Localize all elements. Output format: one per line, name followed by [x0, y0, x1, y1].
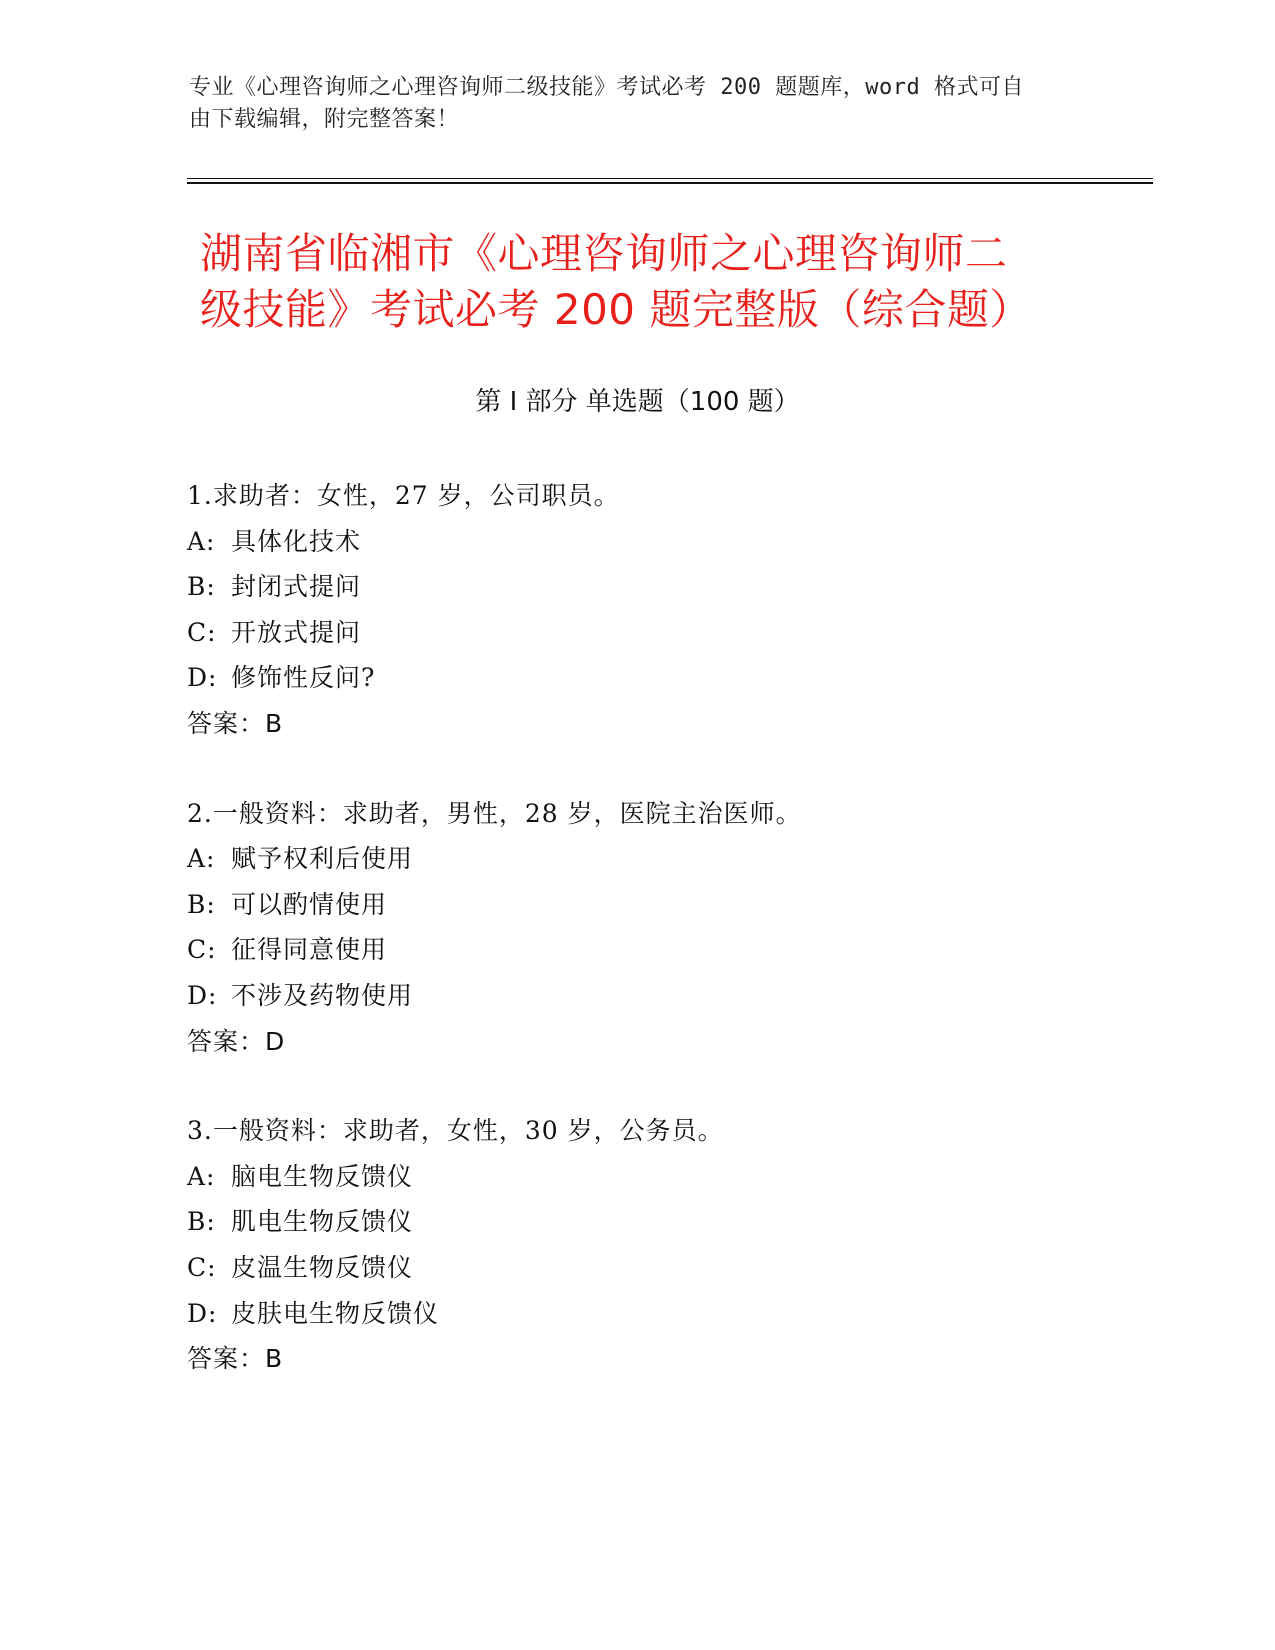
- option-key: D:: [187, 663, 218, 693]
- option-a: [187, 1154, 1147, 1200]
- option-key: B:: [187, 889, 216, 919]
- option-key: B:: [187, 572, 216, 602]
- option-d: [187, 1291, 1147, 1337]
- document-title: [200, 226, 1100, 338]
- option-d: [187, 973, 1147, 1019]
- option-a: [187, 836, 1147, 882]
- option-c: [187, 927, 1147, 973]
- option-key: B:: [187, 1207, 216, 1237]
- divider-thin-line: [187, 178, 1153, 179]
- option-d: [187, 655, 1147, 701]
- option-key: D:: [187, 980, 218, 1010]
- header-note: [189, 72, 1069, 136]
- option-text: 征得同意使用: [231, 935, 388, 965]
- option-b: [187, 1199, 1147, 1245]
- question-stem: 3.一般资料：求助者，女性，30 岁，公务员。: [187, 1116, 724, 1146]
- option-text: 可以酌情使用: [231, 889, 388, 919]
- answer-line: 答案：B: [187, 708, 284, 738]
- option-text: 具体化技术: [231, 526, 362, 556]
- section-heading: 第 I 部分 单选题（100 题）: [475, 387, 800, 417]
- option-text: 脑电生物反馈仪: [231, 1161, 414, 1191]
- title-line: 级技能》考试必考 200 题完整版（综合题）: [200, 285, 1032, 334]
- option-text: 皮温生物反馈仪: [231, 1252, 414, 1282]
- option-key: A:: [187, 526, 216, 556]
- option-text: 肌电生物反馈仪: [231, 1207, 414, 1237]
- option-c: [187, 1245, 1147, 1291]
- option-text: 皮肤电生物反馈仪: [231, 1298, 440, 1328]
- question-item: [187, 473, 1147, 747]
- header-note-line: 由下载编辑，附完整答案！: [189, 107, 460, 132]
- answer-line: 答案：B: [187, 1344, 284, 1374]
- option-text: 修饰性反问?: [231, 663, 376, 693]
- option-c: [187, 610, 1147, 656]
- option-key: C:: [187, 935, 217, 965]
- option-a: [187, 519, 1147, 565]
- option-text: 封闭式提问: [231, 572, 362, 602]
- option-b: [187, 882, 1147, 928]
- answer-line: 答案：D: [187, 1026, 286, 1056]
- question-stem: 1.求助者：女性，27 岁，公司职员。: [187, 481, 620, 510]
- title-line: 湖南省临湘市《心理咨询师之心理咨询师二: [200, 229, 1008, 278]
- option-text: 开放式提问: [231, 617, 362, 647]
- header-divider: [187, 178, 1153, 184]
- option-key: A:: [187, 1161, 216, 1191]
- option-key: C:: [187, 1252, 217, 1282]
- divider-thick-line: [187, 182, 1153, 184]
- option-text: 赋予权利后使用: [231, 844, 414, 874]
- header-note-line: 专业《心理咨询师之心理咨询师二级技能》考试必考 200 题题库，word 格式可自: [189, 75, 1024, 100]
- option-key: C:: [187, 617, 217, 647]
- option-key: A:: [187, 844, 216, 874]
- option-b: [187, 564, 1147, 610]
- question-list: [187, 473, 1147, 1426]
- question-stem: 2.一般资料：求助者，男性，28 岁，医院主治医师。: [187, 798, 802, 828]
- question-item: [187, 1108, 1147, 1382]
- question-item: [187, 791, 1147, 1065]
- option-key: D:: [187, 1298, 218, 1328]
- option-text: 不涉及药物使用: [231, 980, 414, 1010]
